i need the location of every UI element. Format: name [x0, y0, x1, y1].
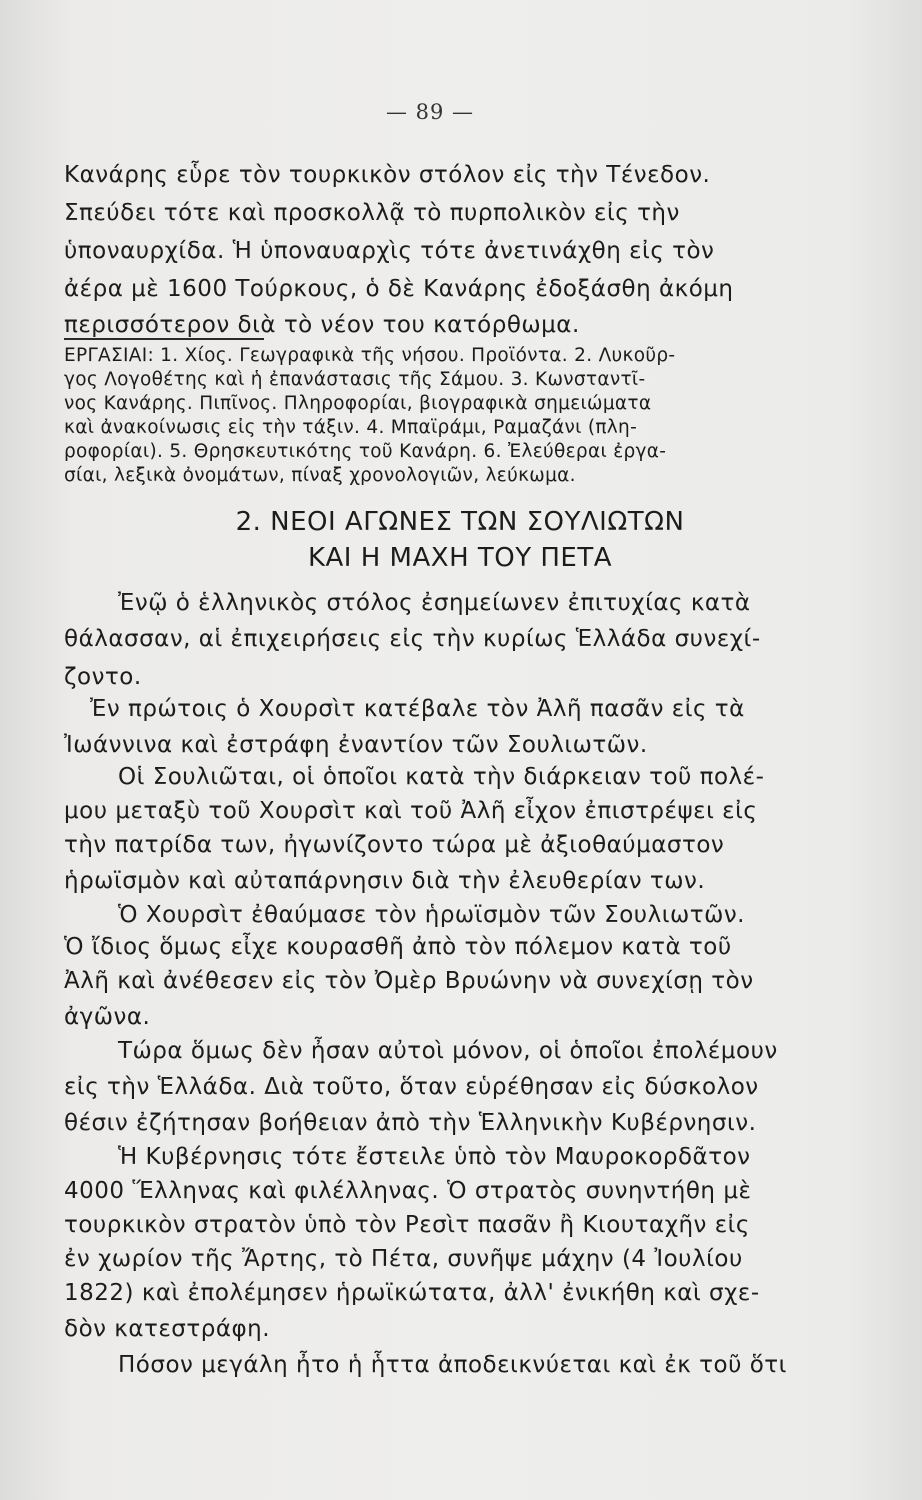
exercises-line: ροφορίαι). 5. Θρησκευτικότης τοῦ Κανάρη. 6. Ἐλεύθεραι ἐργα- [64, 441, 667, 462]
body-line: Τώρα ὅμως δὲν ἦσαν αὐτοὶ μόνον, οἱ ὁποῖοι ἐπολέμουν [118, 1038, 778, 1064]
body-line: Ὁ ἴδιος ὅμως εἶχε κουρασθῆ ἀπὸ τὸν πόλεμον κατὰ τοῦ [64, 934, 732, 960]
body-line: θέσιν ἐζήτησαν βοήθειαν ἀπὸ τὴν Ἑλληνικὴν Κυβέρνησιν. [64, 1110, 757, 1136]
body-line: 1822) καὶ ἐπολέμησεν ἡρωϊκώτατα, ἀλλ' ἐνικήθη καὶ σχε- [64, 1280, 760, 1306]
body-line: τουρκικὸν στρατὸν ὑπὸ τὸν Ρεσὶτ πασᾶν ἢ Κιουταχῆν εἰς [64, 1212, 750, 1238]
body-line: τὴν πατρίδα των, ἠγωνίζοντο τώρα μὲ ἀξιοθαύμαστον [64, 832, 725, 858]
body-line: δὸν κατεστράφη. [64, 1316, 271, 1342]
intro-line: ἀέρα μὲ 1600 Τούρκους, ὁ δὲ Κανάρης ἐδοξάσθη ἀκόμη [64, 276, 734, 302]
intro-line: περισσότερον διὰ τὸ νέον του κατόρθωμα. [64, 312, 580, 338]
intro-line: ὑποναυρχίδα. Ἡ ὑποναυαρχὶς τότε ἀνετινάχθη εἰς τὸν [64, 238, 715, 264]
page-number: — 89 — [385, 100, 475, 124]
body-line: Ἀλῆ καὶ ἀνέθεσεν εἰς τὸν Ὀμὲρ Βρυώνην νὰ συνεχίσῃ τὸν [64, 968, 754, 994]
section-heading: ΚΑΙ Η ΜΑΧΗ ΤΟΥ ΠΕΤΑ [307, 543, 613, 573]
section-divider [64, 338, 264, 340]
body-line: μου μεταξὺ τοῦ Χουρσὶτ καὶ τοῦ Ἀλῆ εἶχον ἐπιστρέψει εἰς [64, 798, 758, 824]
body-line: Ἰωάννινα καὶ ἐστράφη ἐναντίον τῶν Σουλιωτῶν. [64, 732, 648, 758]
intro-line: Κανάρης εὗρε τὸν τουρκικὸν στόλον εἰς τὴν Τένεδον. [64, 162, 711, 188]
intro-line: Σπεύδει τότε καὶ προσκολλᾷ τὸ πυρπολικὸν εἰς τὴν [64, 200, 680, 226]
body-line: εἰς τὴν Ἑλλάδα. Διὰ τοῦτο, ὅταν εὑρέθησαν εἰς δύσκολον [64, 1074, 759, 1100]
section-heading: 2. ΝΕΟΙ ΑΓΩΝΕΣ ΤΩΝ ΣΟΥΛΙΩΤΩΝ [235, 507, 685, 537]
body-line: Ἡ Κυβέρνησις τότε ἔστειλε ὑπὸ τὸν Μαυροκορδᾶτον [118, 1144, 751, 1170]
body-line: ζοντο. [64, 664, 142, 690]
body-line: θάλασσαν, αἱ ἐπιχειρήσεις εἰς τὴν κυρίως Ἑλλάδα συνεχί- [64, 626, 761, 652]
body-line: ἐν χωρίον τῆς Ἄρτης, τὸ Πέτα, συνῆψε μάχην (4 Ἰουλίου [64, 1246, 743, 1272]
exercises-line: σίαι, λεξικὰ ὀνομάτων, πίναξ χρονολογιῶν, λεύκωμα. [64, 465, 576, 486]
body-line: ἀγῶνα. [64, 1004, 151, 1030]
exercises-line: νος Κανάρης. Πιπῖνος. Πληροφορίαι, βιογραφικὰ σημειώματα [64, 393, 652, 414]
body-line: 4000 Ἕλληνας καὶ φιλέλληνας. Ὁ στρατὸς συνηντήθη μὲ [64, 1178, 752, 1204]
body-line: Ἐνῷ ὁ ἑλληνικὸς στόλος ἐσημείωνεν ἐπιτυχίας κατὰ [118, 590, 751, 616]
body-line: Ὁ Χουρσὶτ ἐθαύμασε τὸν ἡρωϊσμὸν τῶν Σουλιωτῶν. [118, 902, 745, 928]
body-line: Ἐν πρώτοις ὁ Χουρσὶτ κατέβαλε τὸν Ἀλῆ πασᾶν εἰς τὰ [90, 696, 745, 722]
exercises-line: καὶ ἀνακοίνωσις εἰς τὴν τάξιν. 4. Μπαϊράμι, Ραμαζάνι (πλη- [64, 417, 638, 438]
body-line: Πόσον μεγάλη ἦτο ἡ ἧττα ἀποδεικνύεται καὶ ἐκ τοῦ ὅτι [118, 1352, 787, 1378]
exercises-line: γος Λογοθέτης καὶ ἡ ἐπανάστασις τῆς Σάμου. 3. Κωνσταντῖ- [64, 369, 646, 390]
exercises-line: ΕΡΓΑΣΙΑΙ: 1. Χίος. Γεωγραφικὰ τῆς νήσου. Προϊόντα. 2. Λυκοῦρ- [64, 345, 676, 366]
body-line: ἡρωϊσμὸν καὶ αὐταπάρνησιν διὰ τὴν ἐλευθερίαν των. [64, 868, 706, 894]
body-line: Οἱ Σουλιῶται, οἱ ὁποῖοι κατὰ τὴν διάρκειαν τοῦ πολέ- [118, 764, 765, 790]
